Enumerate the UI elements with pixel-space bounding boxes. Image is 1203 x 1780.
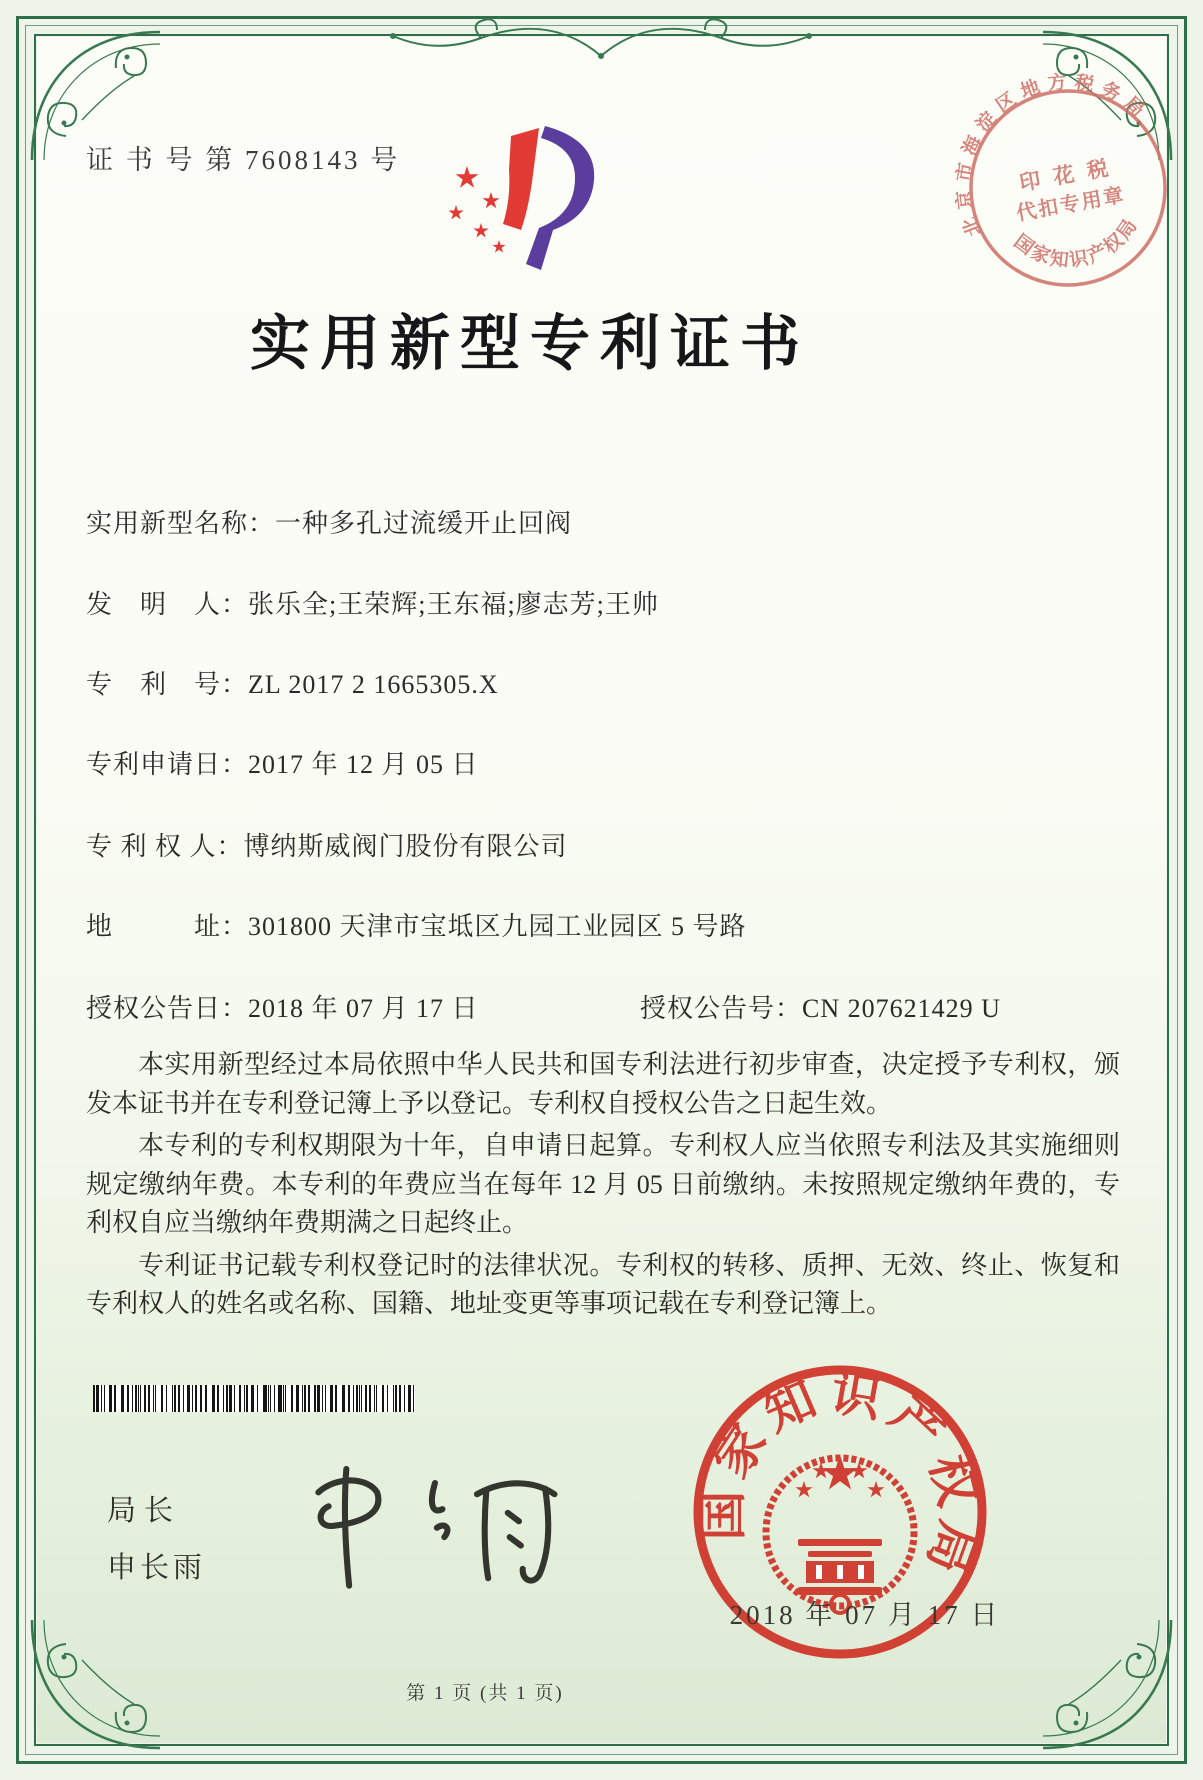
field-row-filing-date xyxy=(86,744,479,781)
field-row-patentee xyxy=(86,826,568,863)
tax-stamp-line1: 印 花 税 xyxy=(1017,155,1114,196)
barcode xyxy=(93,1385,415,1412)
grant-number xyxy=(640,988,1001,1025)
legal-text-block xyxy=(86,1046,1120,1328)
tax-stamp-arc-top: 北京市海淀区地方税务局 xyxy=(953,71,1154,240)
page-title: 实用新型专利证书 xyxy=(250,311,810,377)
commissioner-title: 局长 xyxy=(107,1495,182,1527)
signature-icon xyxy=(290,1455,580,1595)
field-label: 实用新型名称： xyxy=(86,509,276,538)
seal-date: 2018 年 07 月 17 日 xyxy=(729,1600,1001,1630)
field-label: 专 利 权 人： xyxy=(86,832,244,861)
field-value: ZL 2017 2 1665305.X xyxy=(248,670,499,699)
corner-flourish-icon xyxy=(24,1616,164,1756)
tax-stamp-seal xyxy=(948,68,1188,308)
commissioner-name: 申长雨 xyxy=(107,1552,207,1584)
patent-logo-icon xyxy=(425,118,635,288)
field-value: 一种多孔过流缓开止回阀 xyxy=(275,509,573,538)
corner-flourish-icon xyxy=(24,24,164,164)
field-value: 张乐全;王荣辉;王东福;廖志芳;王帅 xyxy=(248,590,659,619)
field-value: 2017 年 12 月 05 日 xyxy=(248,750,479,779)
field-row-patent-number xyxy=(86,664,499,701)
field-row-address xyxy=(86,906,747,943)
field-label: 发 明 人： xyxy=(86,590,249,619)
top-dragon-ornament-icon xyxy=(341,14,861,60)
field-label: 授权公告日： xyxy=(86,994,249,1023)
field-value: 博纳斯威阀门股份有限公司 xyxy=(243,832,568,861)
field-value: 2018 年 07 月 17 日 xyxy=(248,994,479,1023)
field-row-inventors xyxy=(86,584,659,621)
tax-stamp-line2: 代扣专用章 xyxy=(1014,184,1128,226)
field-value: 301800 天津市宝坻区九园工业园区 5 号路 xyxy=(248,912,747,941)
certificate-number: 证 书 号 第 7608143 号 xyxy=(86,145,401,175)
seal-ring-text: 国家知识产权局 xyxy=(694,1364,988,1589)
seal-emblem-icon xyxy=(766,1455,914,1613)
body-paragraph: 专利证书记载专利权登记时的法律状况。专利权的转移、质押、无效、终止、恢复和专利权人的姓名或名称、国籍、地址变更等事项记载在专利登记簿上。 xyxy=(86,1250,1120,1318)
field-row-grant-date xyxy=(86,988,1120,1025)
field-row-utility-model-name xyxy=(86,503,572,540)
tax-stamp-arc-bottom: 国家知识产权局 xyxy=(1009,214,1143,272)
page-footer: 第 1 页 (共 1 页) xyxy=(406,1683,564,1704)
body-paragraph: 本实用新型经过本局依照中华人民共和国专利法进行初步审查，决定授予专利权，颁发本证书并在专利登记簿上予以登记。专利权自授权公告之日起生效。 xyxy=(86,1050,1120,1118)
grant-number-label: 授权公告号： xyxy=(640,994,803,1023)
corner-flourish-icon xyxy=(1039,1616,1179,1756)
field-label: 地 址： xyxy=(86,912,249,941)
body-paragraph: 本专利的专利权期限为十年，自申请日起算。专利权人应当依照专利法及其实施细则规定缴纳年费。本专利的年费应当在每年 12 月 05 日前缴纳。未按照规定缴纳年费的，专利权自应当缴纳年费期满之日起终止。 xyxy=(86,1131,1120,1237)
grant-number-value: CN 207621429 U xyxy=(802,994,1001,1023)
field-label: 专 利 号： xyxy=(86,670,249,699)
field-label: 专利申请日： xyxy=(86,750,249,779)
cnipa-seal xyxy=(675,1352,1005,1682)
